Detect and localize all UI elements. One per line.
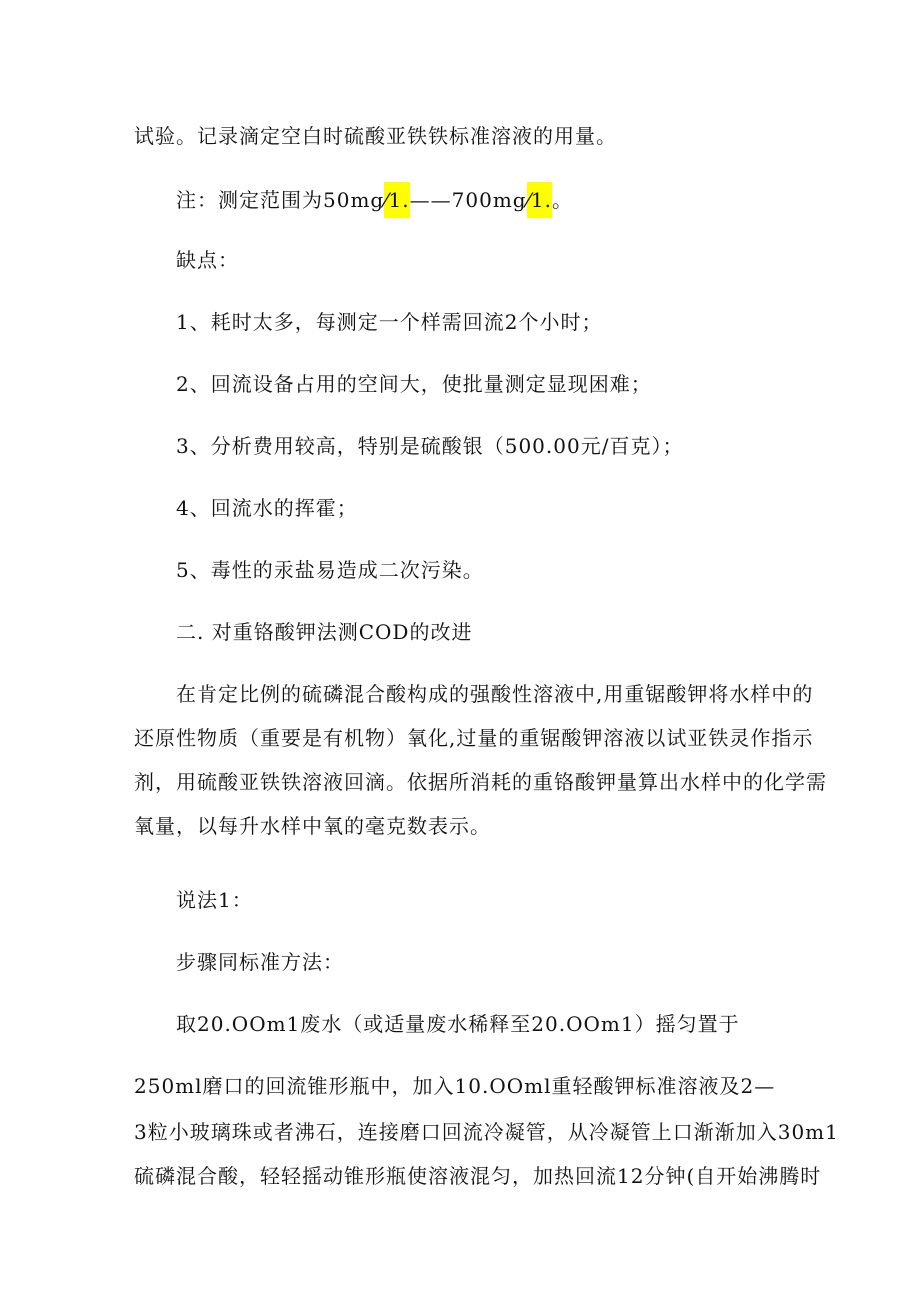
paragraph-line: 还原性物质（重要是有机物）氧化,过量的重锯酸钾溶液以试亚铁灵作指示 xyxy=(134,726,814,750)
section-heading: 二. 对重铬酸钾法测COD的改进 xyxy=(176,620,473,644)
paragraph-line: 在肯定比例的硫磷混合酸构成的强酸性溶液中,用重锯酸钾将水样中的 xyxy=(176,682,814,706)
method-heading: 说法1： xyxy=(176,888,253,912)
list-item: 5、毒性的汞盐易造成二次污染。 xyxy=(176,558,484,582)
list-item: 4、回流水的挥霍； xyxy=(176,496,358,520)
list-item: 1、耗时太多，每测定一个样需回流2个小时； xyxy=(176,310,603,334)
highlighted-unit: ⁄1. xyxy=(527,182,552,218)
highlighted-unit: ⁄1. xyxy=(384,182,409,218)
list-item: 2、回流设备占用的空间大，使批量测定显现困难； xyxy=(176,372,652,396)
paragraph-line: 取20.OOm1废水（或适量废水稀释至20.OOm1）摇匀置于 xyxy=(176,1012,740,1036)
paragraph-line: 剂，用硫酸亚铁铁溶液回滴。依据所消耗的重铬酸钾量算出水样中的化学需 xyxy=(134,770,827,794)
note-text: 。 xyxy=(552,188,574,212)
cons-heading: 缺点： xyxy=(176,248,239,272)
paragraph-line: 250ml磨口的回流锥形瓶中，加入10.OOml重轻酸钾标准溶液及2— xyxy=(134,1074,776,1098)
text-line: 试验。记录滴定空白时硫酸亚铁铁标准溶液的用量。 xyxy=(134,124,617,148)
note-text: ——700mg xyxy=(409,188,527,212)
paragraph-line: 硫磷混合酸，轻轻摇动锥形瓶使溶液混匀，加热回流12分钟(自开始沸腾时 xyxy=(134,1164,822,1188)
note-text: 注：测定范围为50mg xyxy=(176,188,385,212)
note-line xyxy=(176,186,573,214)
paragraph-line: 3粒小玻璃珠或者沸石，连接磨口回流冷凝管，从冷凝管上口渐渐加入30m1 xyxy=(134,1120,839,1144)
steps-heading: 步骤同标准方法： xyxy=(176,950,344,974)
list-item: 3、分析费用较高，特别是硫酸银（500.00元/百克）； xyxy=(176,434,684,458)
paragraph-line: 氧量，以每升水样中氧的毫克数表示。 xyxy=(134,814,491,838)
